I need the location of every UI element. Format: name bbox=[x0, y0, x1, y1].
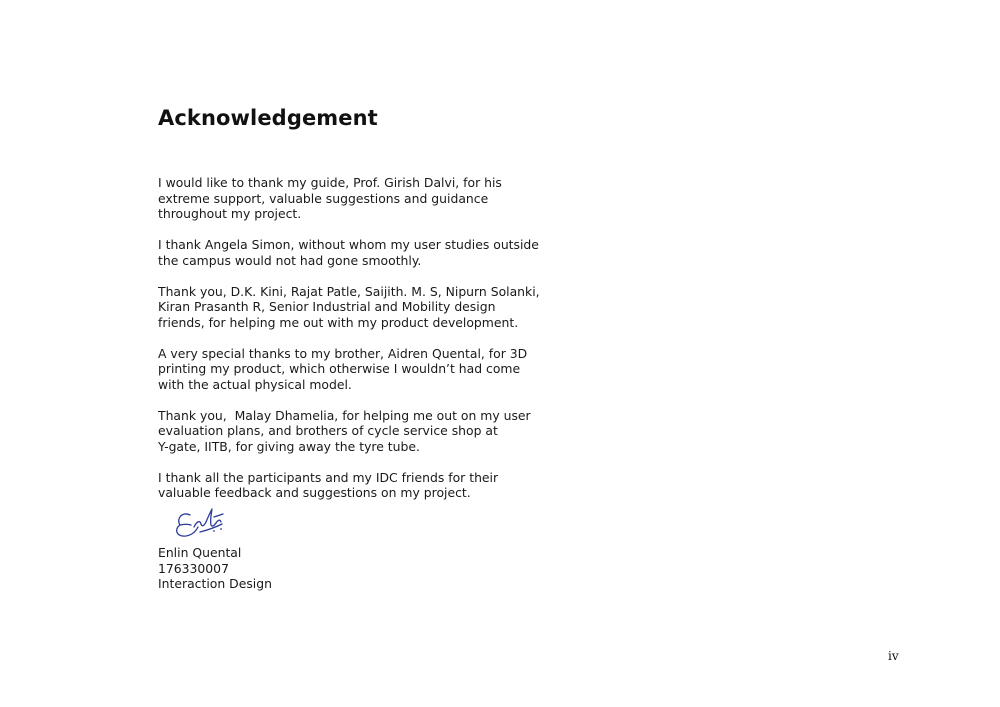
signer-id: 176330007 bbox=[158, 560, 229, 576]
paragraph-product-development: Thank you, D.K. Kini, Rajat Patle, Saijith. M. S, Nipurn Solanki, Kiran Prasanth R, Senior Industrial and Mobility design friends, for helping me out with my product development. bbox=[158, 283, 540, 330]
paragraph-user-studies: I thank Angela Simon, without whom my user studies outside the campus would not had gone smoothly. bbox=[158, 237, 539, 268]
paragraph-evaluation: Thank you, Malay Dhamelia, for helping me out on my user evaluation plans, and brothers of cycle service shop at Y-gate, IITB, for giving away the tyre tube. bbox=[158, 407, 531, 454]
page-number: iv bbox=[888, 649, 899, 663]
signature-image bbox=[170, 503, 280, 541]
signer-name: Enlin Quental bbox=[158, 545, 242, 560]
paragraph-guide: I would like to thank my guide, Prof. Girish Dalvi, for his extreme support, valuable suggestions and guidance throughout my project. bbox=[158, 175, 502, 221]
handwritten-signature bbox=[170, 503, 280, 541]
signer-block bbox=[158, 545, 272, 592]
paragraph-participants: I thank all the participants and my IDC friends for their valuable feedback and suggestions on my project. bbox=[158, 469, 499, 500]
signer-department: Interaction Design bbox=[158, 576, 272, 591]
page-title: Acknowledgement bbox=[158, 106, 378, 130]
paragraph-3d-printing: A very special thanks to my brother, Aidren Quental, for 3D printing my product, which otherwise I wouldn’t had come with the actual physical model. bbox=[158, 345, 528, 392]
acknowledgement-body bbox=[158, 175, 540, 516]
